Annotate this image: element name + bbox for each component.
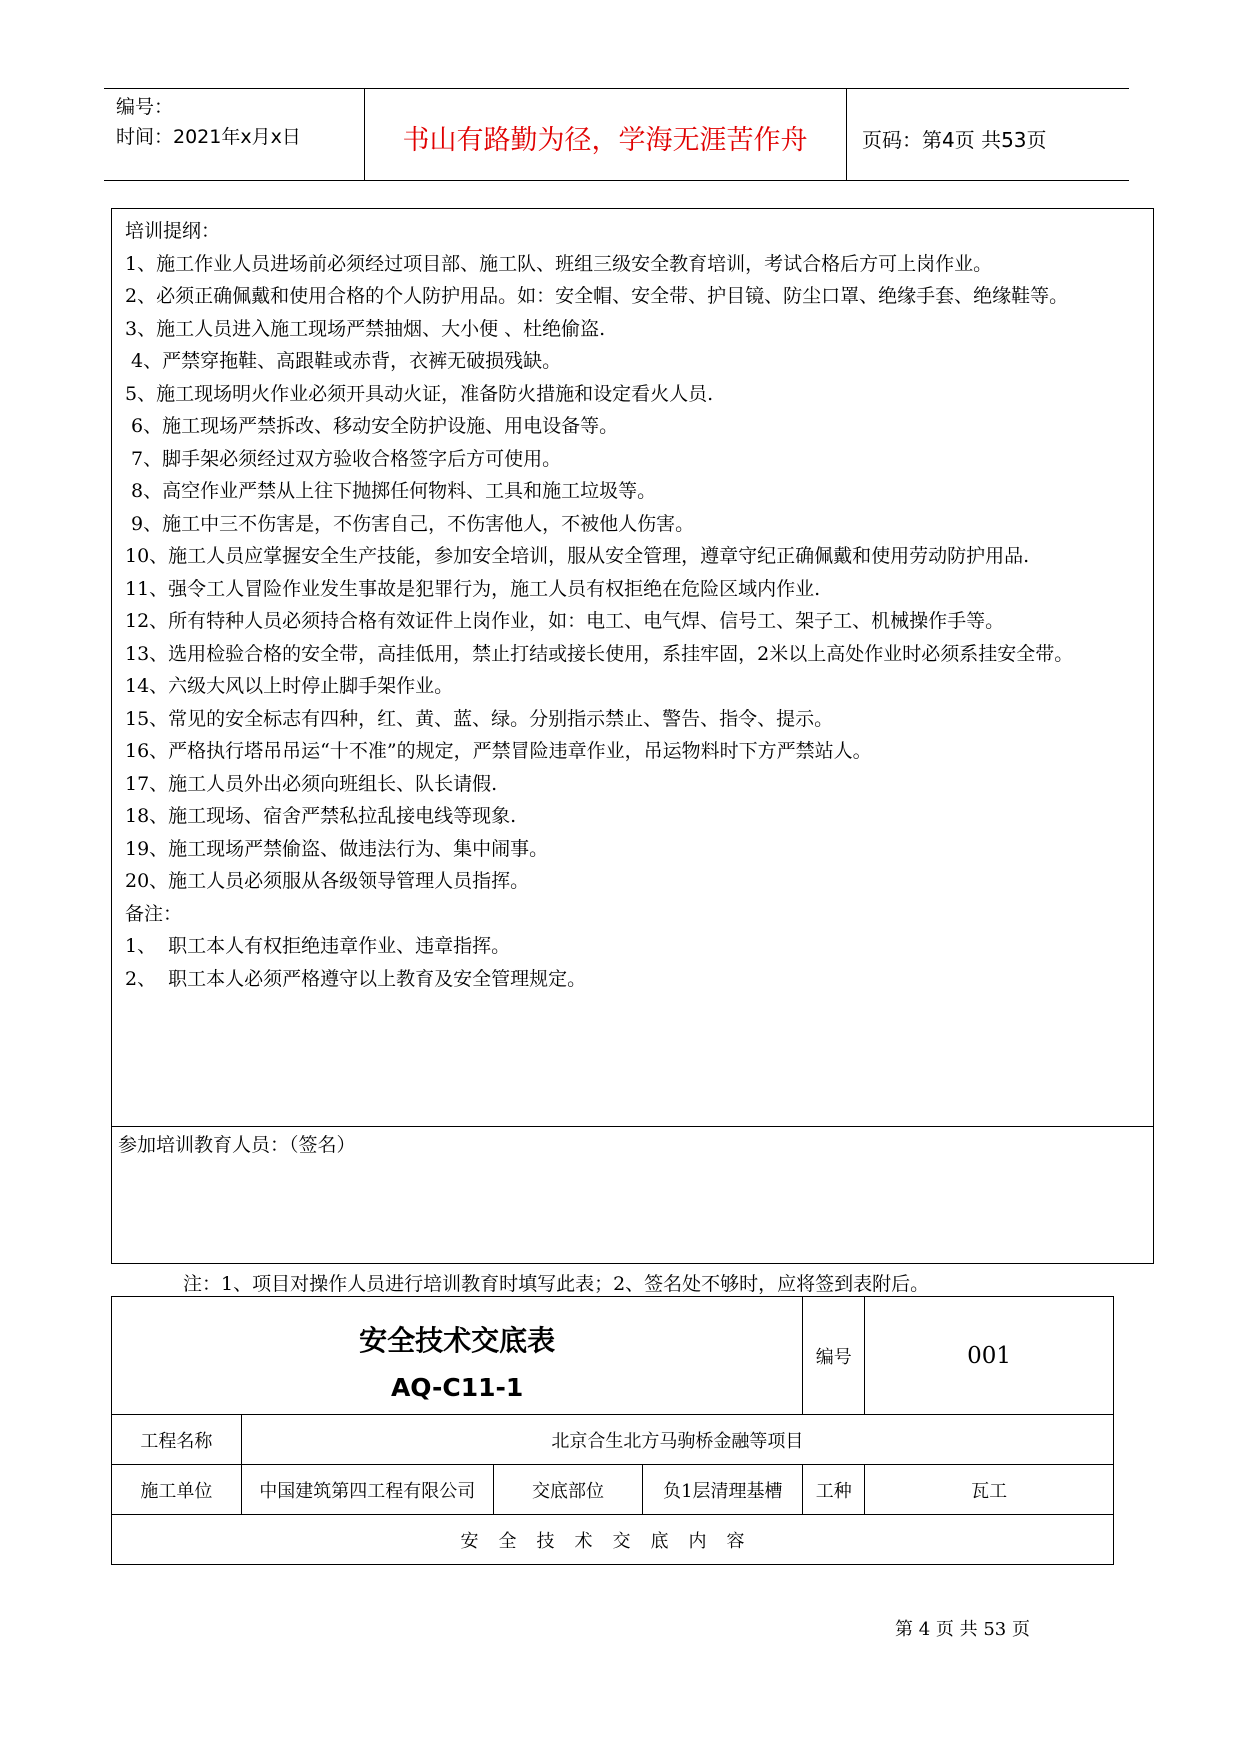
outline-item: 15、常见的安全标志有四种，红、黄、蓝、绿。分别指示禁止、警告、指令、提示。 bbox=[125, 707, 834, 730]
outline-item: 10、施工人员应掌握安全生产技能，参加安全培训，服从安全管理，遵章守纪正确佩戴和使用劳动防护用品. bbox=[125, 545, 1030, 567]
outline-item: 19、施工现场严禁偷盗、做违法行为、集中闹事。 bbox=[125, 837, 549, 860]
header-divider bbox=[846, 88, 847, 181]
header-bottom-rule bbox=[104, 180, 1129, 181]
part-value: 负1层清理基槽 bbox=[643, 1465, 803, 1515]
outline-item: 9、施工中三不伤害是，不伤害自己，不伤害他人，不被他人伤害。 bbox=[125, 512, 695, 535]
content-header: 安全技术交底内容 bbox=[112, 1515, 1114, 1565]
outline-item: 11、强令工人冒险作业发生事故是犯罪行为，施工人员有权拒绝在危险区域内作业. bbox=[125, 577, 821, 600]
outline-title: 培训提纲： bbox=[125, 220, 221, 242]
outline-item: 12、所有特种人员必须持合格有效证件上岗作业，如：电工、电气焊、信号工、架子工、机械操作手等。 bbox=[125, 610, 1005, 632]
outline-item: 16、严格执行塔吊吊运“十不准”的规定，严禁冒险违章作业，吊运物料时下方严禁站人。 bbox=[125, 740, 872, 762]
outline-item: 4、严禁穿拖鞋、高跟鞋或赤背，衣裤无破损残缺。 bbox=[125, 350, 562, 372]
signature-divider bbox=[112, 1126, 1153, 1127]
project-label: 工程名称 bbox=[112, 1415, 242, 1465]
unit-label: 施工单位 bbox=[112, 1465, 242, 1515]
number-value: 001 bbox=[865, 1297, 1114, 1415]
training-form bbox=[111, 208, 1154, 1264]
disclosure-title-cell bbox=[112, 1297, 803, 1415]
trade-value: 瓦工 bbox=[865, 1465, 1114, 1515]
number-label: 编号： bbox=[116, 96, 174, 118]
remark-item: 1、 职工本人有权拒绝违章作业、违章指挥。 bbox=[125, 935, 511, 957]
training-outline bbox=[125, 215, 1143, 995]
outline-item: 8、高空作业严禁从上往下抛掷任何物料、工具和施工垃圾等。 bbox=[125, 480, 657, 502]
time-label: 时间：2021年x月x日 bbox=[116, 126, 301, 148]
remark-item: 2、 职工本人必须严格遵守以上教育及安全管理规定。 bbox=[125, 967, 587, 990]
signature-label: 参加培训教育人员：（签名） bbox=[118, 1134, 356, 1156]
disclosure-table bbox=[111, 1296, 1114, 1565]
part-label: 交底部位 bbox=[493, 1465, 643, 1515]
form-note: 注：1、项目对操作人员进行培训教育时填写此表；2、签名处不够时，应将签到表附后。 bbox=[183, 1273, 930, 1295]
outline-item: 7、脚手架必须经过双方验收合格签字后方可使用。 bbox=[125, 447, 562, 470]
trade-label: 工种 bbox=[803, 1465, 865, 1515]
project-value: 北京合生北方马驹桥金融等项目 bbox=[241, 1415, 1113, 1465]
disclosure-code: AQ-C11-1 bbox=[390, 1373, 524, 1402]
page-header bbox=[104, 88, 1129, 182]
outline-item: 3、施工人员进入施工现场严禁抽烟、大小便 、杜绝偷盗. bbox=[125, 317, 606, 340]
number-label-cell: 编号 bbox=[803, 1297, 865, 1415]
header-page-number: 页码：第4页 共53页 bbox=[862, 128, 1047, 152]
outline-item: 14、六级大风以上时停止脚手架作业。 bbox=[125, 675, 454, 697]
outline-item: 2、必须正确佩戴和使用合格的个人防护用品。如：安全帽、安全带、护目镜、防尘口罩、绝缘手套、绝缘鞋等。 bbox=[125, 285, 1069, 307]
outline-item: 17、施工人员外出必须向班组长、队长请假. bbox=[125, 772, 498, 795]
outline-item: 20、施工人员必须服从各级领导管理人员指挥。 bbox=[125, 870, 530, 892]
outline-item: 5、施工现场明火作业必须开具动火证，准备防火措施和设定看火人员. bbox=[125, 382, 714, 405]
disclosure-title: 安全技术交底表 bbox=[359, 1324, 556, 1357]
header-motto: 书山有路勤为径，学海无涯苦作舟 bbox=[402, 125, 808, 156]
outline-item: 18、施工现场、宿舍严禁私拉乱接电线等现象. bbox=[125, 805, 517, 827]
outline-item: 1、施工作业人员进场前必须经过项目部、施工队、班组三级安全教育培训，考试合格后方可上岗作业。 bbox=[125, 252, 993, 275]
page-footer: 第 4 页 共 53 页 bbox=[895, 1619, 1030, 1640]
header-top-rule bbox=[104, 88, 1129, 89]
outline-item: 6、施工现场严禁拆改、移动安全防护设施、用电设备等。 bbox=[125, 415, 619, 437]
remarks-title: 备注： bbox=[125, 902, 183, 925]
unit-value: 中国建筑第四工程有限公司 bbox=[241, 1465, 493, 1515]
outline-item: 13、选用检验合格的安全带，高挂低用，禁止打结或接长使用，系挂牢固，2米以上高处作业时必须系挂安全带。 bbox=[125, 642, 1074, 665]
header-meta bbox=[116, 92, 301, 152]
